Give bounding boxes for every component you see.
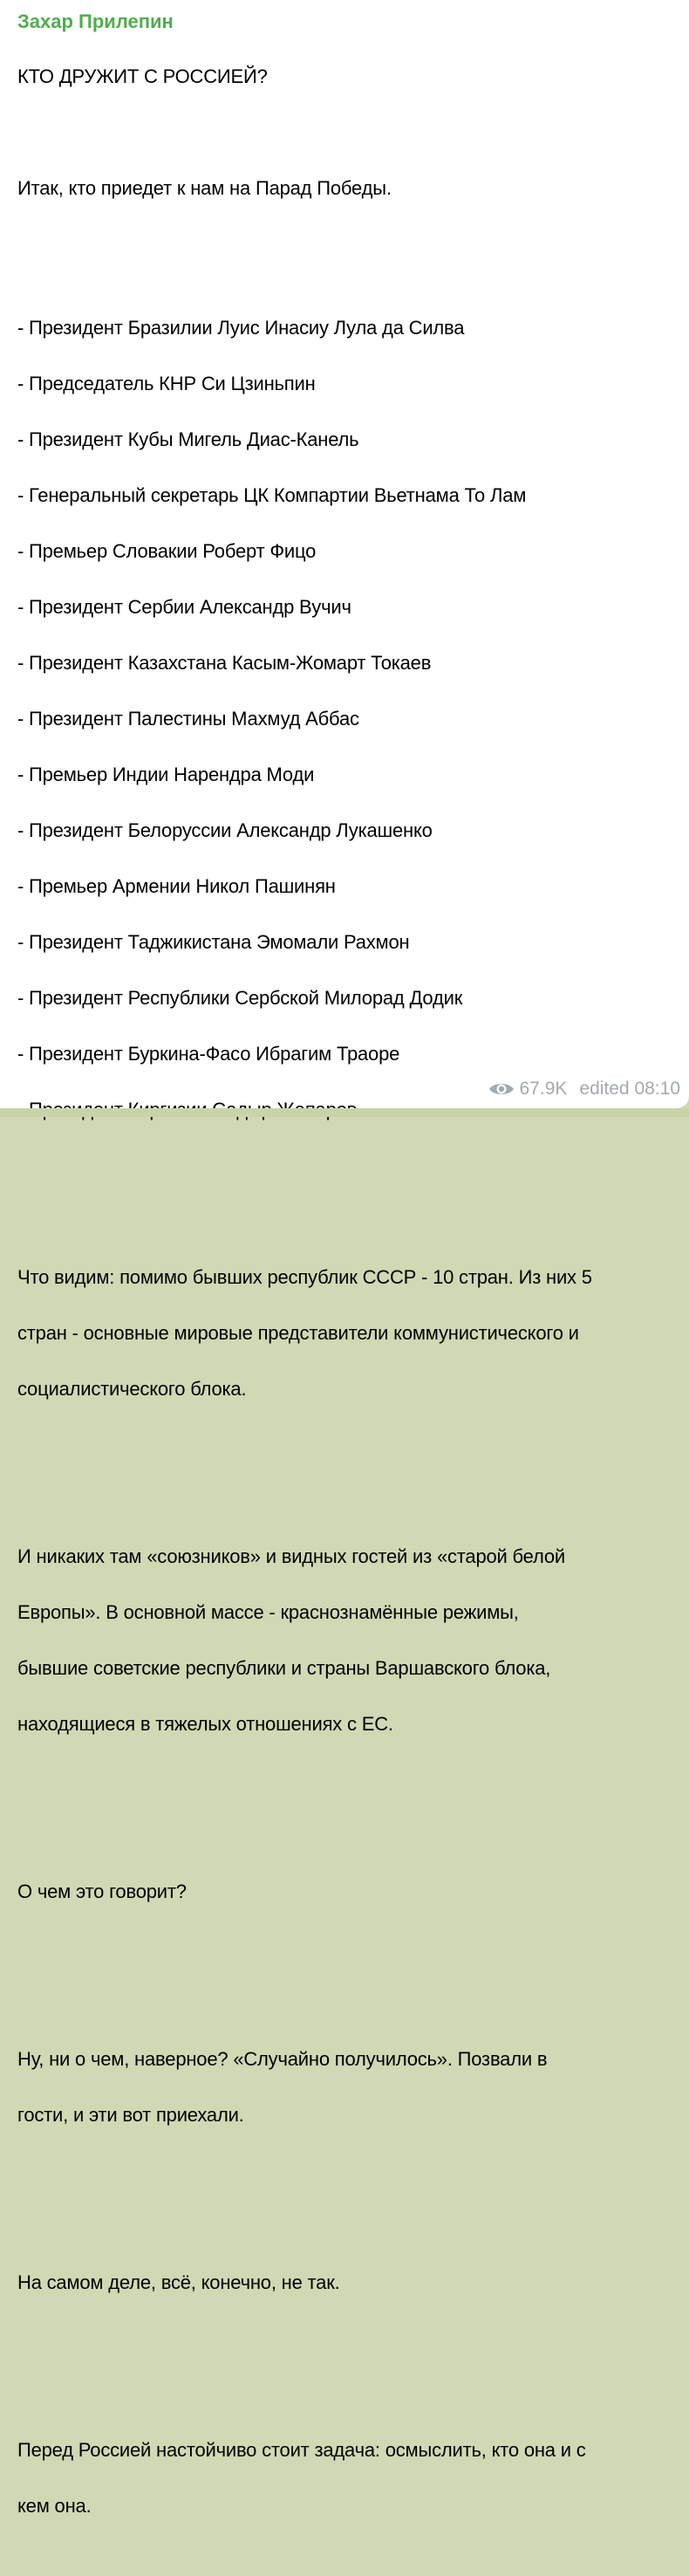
paragraph — [17, 1850, 672, 1934]
paragraph — [17, 2408, 672, 2548]
list-item: - Президент Республики Сербской Милорад Додик — [17, 987, 463, 1009]
list-item: - Президент Таджикистана Эмомали Рахмон — [17, 931, 410, 953]
headline: КТО ДРУЖИТ С РОССИЕЙ? — [17, 65, 268, 87]
paragraph — [17, 1515, 672, 1766]
paragraph-line: О чем это говорит? — [17, 1881, 187, 1902]
paragraph-line: стран - основные мировые представители коммунистического и — [17, 1322, 579, 1344]
paragraph — [17, 1236, 672, 1431]
message-text — [17, 35, 672, 2576]
paragraph-line: Европы». В основной массе - краснознамённые режимы, — [17, 1601, 519, 1623]
paragraph-line: Что видим: помимо бывших республик СССР - 10 стран. Из них 5 — [17, 1266, 592, 1288]
list-item: - Президент Казахстана Касым-Жомарт Токаев — [17, 652, 432, 674]
chat-background — [0, 1108, 689, 1117]
paragraph-line: социалистического блока. — [17, 1378, 247, 1400]
list-item: - Премьер Индии Нарендра Моди — [17, 764, 315, 785]
intro-text: Итак, кто приедет к нам на Парад Победы. — [17, 177, 392, 199]
list-item: - Президент Буркина-Фасо Ибрагим Траоре — [17, 1043, 400, 1065]
eye-icon — [488, 1080, 515, 1098]
list-item: - Генеральный секретарь ЦК Компартии Вьетнама То Лам — [17, 484, 527, 506]
paragraph-line: кем она. — [17, 2495, 92, 2517]
list-item: - Президент Белоруссии Александр Лукашенко — [17, 819, 433, 841]
view-count: 67.9K — [519, 1079, 568, 1099]
list-item: - Президент Сербии Александр Вучич — [17, 596, 351, 618]
paragraph-line: На самом деле, всё, конечно, не так. — [17, 2271, 340, 2293]
paragraph-line: бывшие советские республики и страны Варшавского блока, — [17, 1657, 551, 1679]
paragraph — [17, 2241, 672, 2325]
list-item: - Президент Бразилии Луис Инасиу Лула да Силва — [17, 317, 465, 339]
paragraph-line: И никаких там «союзников» и видных гостей из «старой белой — [17, 1545, 565, 1567]
paragraph — [17, 2018, 672, 2157]
edited-timestamp: edited 08:10 — [579, 1079, 680, 1099]
list-item: - Премьер Словакии Роберт Фицо — [17, 540, 317, 562]
list-item: - Президент Палестины Махмуд Аббас — [17, 708, 359, 730]
paragraph-line: находящиеся в тяжелых отношениях с ЕС. — [17, 1713, 393, 1735]
paragraph-line: гости, и эти вот приехали. — [17, 2104, 244, 2126]
paragraph-line: Перед Россией настойчиво стоит задача: осмыслить, кто она и с — [17, 2439, 586, 2461]
message-meta — [481, 1077, 681, 1101]
list-item: - Премьер Армении Никол Пашинян — [17, 875, 336, 897]
guest-list — [17, 286, 672, 1152]
list-item: - Председатель КНР Си Цзиньпин — [17, 373, 316, 394]
channel-author-name[interactable]: Захар Прилепин — [17, 10, 174, 32]
list-item: - Президент Кубы Мигель Диас-Канель — [17, 428, 359, 450]
paragraph-line: Ну, ни о чем, наверное? «Случайно получилось». Позвали в — [17, 2048, 548, 2070]
